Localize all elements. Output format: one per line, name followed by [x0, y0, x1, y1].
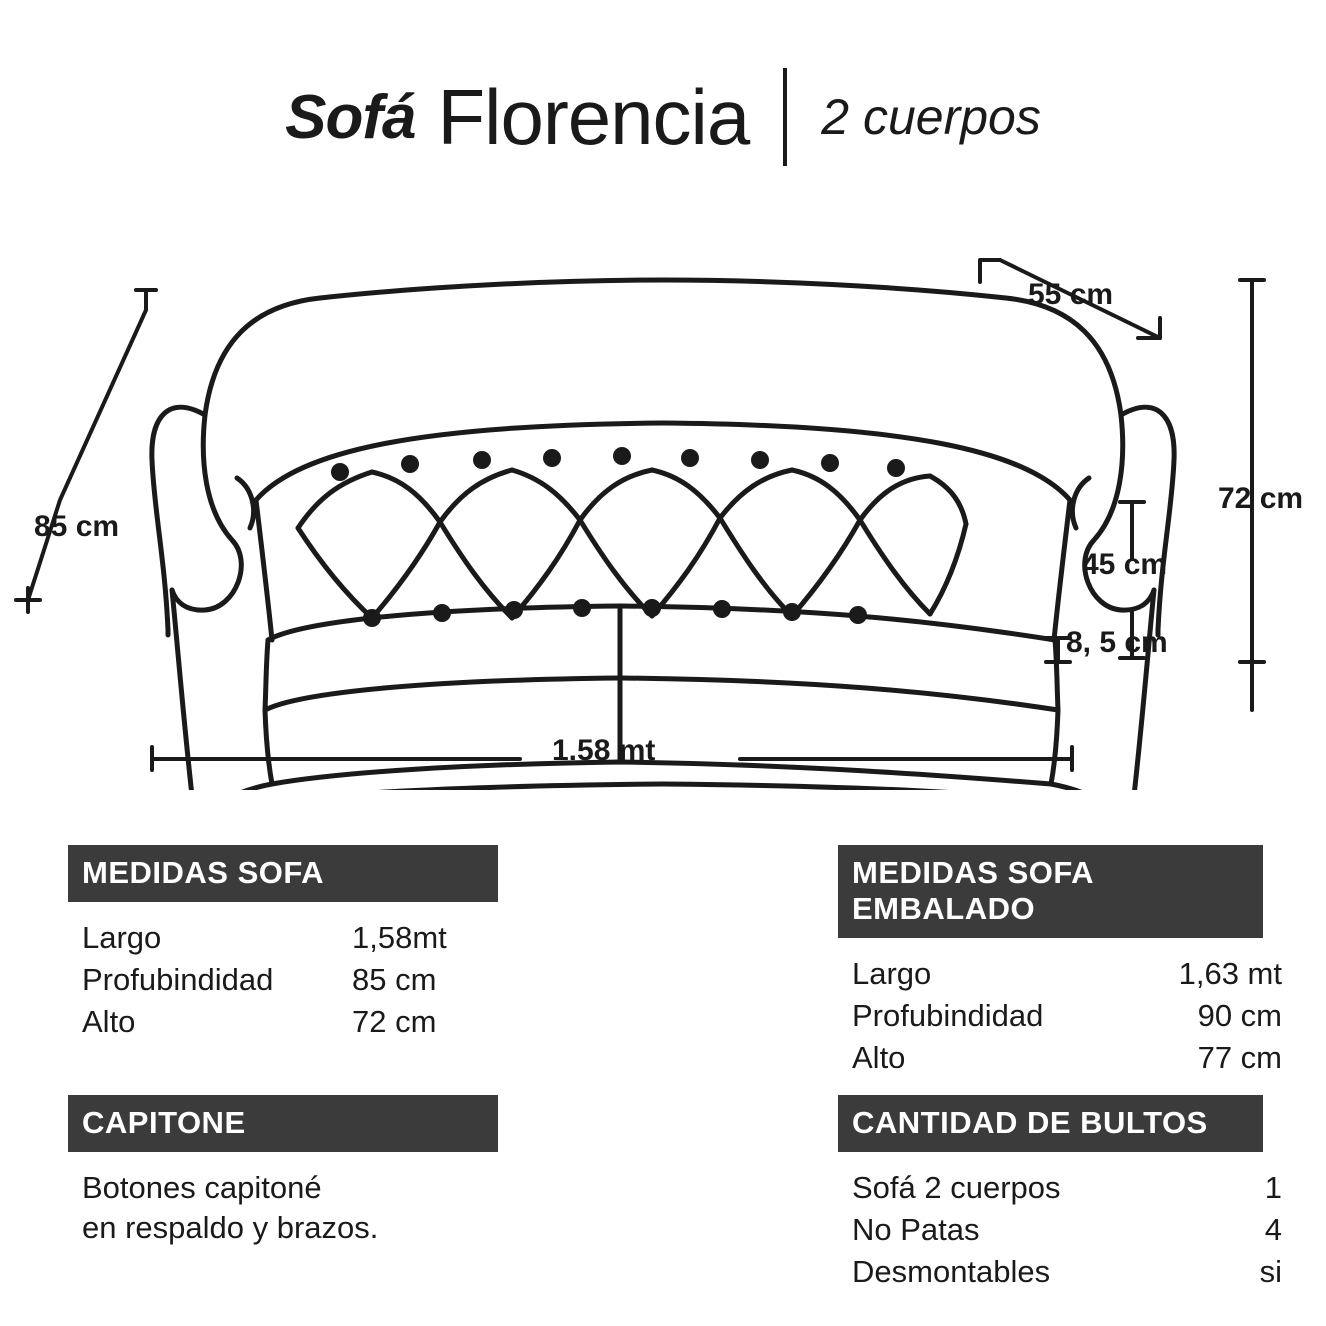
row-label: Sofá 2 cuerpos	[852, 1170, 1061, 1205]
row-label: Largo	[82, 920, 162, 955]
row-value: 1,63 mt	[1178, 956, 1282, 991]
spec-block-packages	[838, 1095, 1298, 1294]
row-value: si	[1259, 1254, 1282, 1289]
dim-label-arm-width: 55 cm	[1028, 278, 1114, 311]
row-label: No Patas	[852, 1212, 980, 1247]
spec-rows-packed	[838, 954, 1298, 1078]
table-row	[852, 954, 1298, 994]
row-value: 90 cm	[1197, 998, 1282, 1033]
dim-label-total-height: 72 cm	[1218, 482, 1304, 515]
sofa-line-drawing	[0, 210, 1326, 790]
spec-column-left	[68, 845, 528, 1245]
spec-block-capitone	[68, 1095, 528, 1248]
title-variant: 2 cuerpos	[821, 89, 1041, 145]
row-label: Profubindidad	[852, 998, 1044, 1033]
spec-block-packed	[838, 845, 1298, 1078]
row-label: Desmontables	[852, 1254, 1051, 1289]
spec-note-capitone	[68, 1168, 528, 1248]
table-row	[852, 996, 1298, 1036]
row-value: 77 cm	[1197, 1040, 1282, 1075]
spec-column-right	[838, 845, 1298, 1289]
table-row	[82, 1002, 528, 1042]
title-model-name: Florencia	[437, 72, 750, 161]
table-row	[852, 1168, 1298, 1208]
row-label: Alto	[852, 1040, 906, 1075]
row-value: 4	[1264, 1212, 1282, 1247]
row-value: 72 cm	[352, 1004, 437, 1039]
spec-heading-packages: CANTIDAD DE BULTOS	[838, 1095, 1263, 1152]
dim-label-leg-height: 8, 5 cm	[1066, 626, 1168, 659]
page-title	[0, 62, 1326, 172]
table-row	[82, 960, 528, 1000]
table-row	[852, 1252, 1298, 1292]
table-row	[82, 918, 528, 958]
dim-label-seat-height: 45 cm	[1082, 548, 1168, 581]
spec-block-sofa	[68, 845, 528, 1042]
spec-rows-packages	[838, 1168, 1298, 1292]
row-label: Alto	[82, 1004, 136, 1039]
dimension-lines	[16, 260, 1264, 770]
table-row	[852, 1210, 1298, 1250]
sofa-diagram-svg	[0, 210, 1326, 790]
dim-label-depth: 85 cm	[34, 510, 120, 543]
capitone-buttons	[331, 447, 905, 627]
capitone-note-line1: Botones capitoné	[82, 1170, 322, 1205]
table-row	[852, 1038, 1298, 1078]
title-divider	[783, 68, 787, 166]
dim-label-total-length: 1.58 mt	[552, 734, 656, 767]
row-label: Largo	[852, 956, 932, 991]
title-word-sofa: Sofá	[285, 82, 416, 152]
row-value: 1,58mt	[352, 920, 447, 955]
spec-heading-packed: MEDIDAS SOFA EMBALADO	[838, 845, 1263, 938]
spec-heading-capitone: CAPITONE	[68, 1095, 498, 1152]
row-label: Profubindidad	[82, 962, 274, 997]
capitone-note-line2: en respaldo y brazos.	[82, 1210, 379, 1245]
row-value: 85 cm	[352, 962, 437, 997]
spec-heading-sofa: MEDIDAS SOFA	[68, 845, 498, 902]
spec-rows-sofa	[68, 918, 528, 1042]
row-value: 1	[1264, 1170, 1282, 1205]
